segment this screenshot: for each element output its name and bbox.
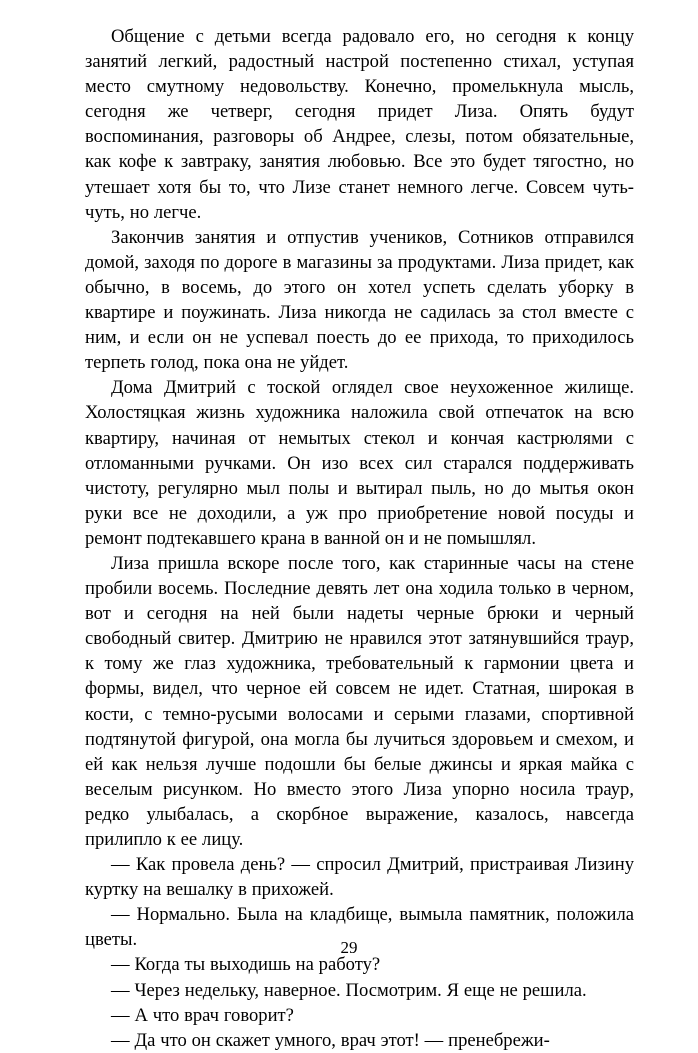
- page-text-body: [85, 24, 634, 1053]
- paragraph: Закончив занятия и отпустив учеников, Сотников отправился домой, заходя по дороге в магазины за продуктами. Лиза придет, как обычно, в восемь, до этого он хотел успеть сделать уборку в квартире и поужинать. Лиза никогда не садилась за стол вместе с ним, и если он не успевал поесть до ее прихода, то приходилось терпеть голод, пока она не уйдет.: [85, 226, 634, 374]
- dialogue-line: — Нормально. Была на кладбище, вымыла памятник, положила цветы.: [85, 904, 634, 951]
- dialogue-line: — Когда ты выходишь на работу?: [111, 954, 381, 976]
- page-number: 29: [340, 938, 358, 957]
- dialogue-line: — А что врач говорит?: [111, 1004, 294, 1026]
- dialogue-line: — Да что он скажет умного, врач этот! — пренебрежи-: [111, 1029, 550, 1051]
- paragraph: Дома Дмитрий с тоской оглядел свое неухоженное жилище. Холостяцкая жизнь художника наложила свой отпечаток на всю квартиру, начиная от немытых стекол и кончая кастрюлями с отломанными ручками. Он изо всех сил старался поддерживать чистоту, регулярно мыл полы и вытирал пыль, но до мытья окон руки все не доходили, а уж про приобретение новой посуды и ремонт подтекавшего крана в ванной он и не помышлял.: [85, 377, 634, 549]
- dialogue-line: — Как провела день? — спросил Дмитрий, пристраивая Лизину куртку на вешалку в прихожей.: [85, 854, 634, 901]
- dialogue-line: — Через недельку, наверное. Посмотрим. Я еще не решила.: [111, 979, 587, 1001]
- paragraph: Общение с детьми всегда радовало его, но сегодня к концу занятий легкий, радостный настрой постепенно стихал, уступая место смутному недовольству. Конечно, промелькнула мысль, сегодня же четверг, сегодня придет Лиза. Опять будут воспоминания, разговоры об Андрее, слезы, потом обязательные, как кофе к завтраку, занятия любовью. Все это будет тягостно, но утешает хотя бы то, что Лизе станет немного легче. Совсем чуть-чуть, но легче.: [85, 26, 634, 223]
- paragraph: Лиза пришла вскоре после того, как старинные часы на стене пробили восемь. Последние девять лет она ходила только в черном, вот и сегодня на ней были надеты черные брюки и черный свободный свитер. Дмитрию не нравился этот затянувшийся траур, к тому же глаз художника, требовательный к гармонии цвета и формы, видел, что черное ей совсем не идет. Статная, широкая в кости, с темно-русыми волосами и серыми глазами, спортивной подтянутой фигурой, она могла бы лучиться здоровьем и смехом, и ей как нельзя лучше подошли бы белые джинсы и яркая майка с веселым рисунком. Но вместо этого Лиза упорно носила траур, редко улыбалась, а скорбное выражение, казалось, навсегда прилипло к ее лицу.: [85, 552, 634, 850]
